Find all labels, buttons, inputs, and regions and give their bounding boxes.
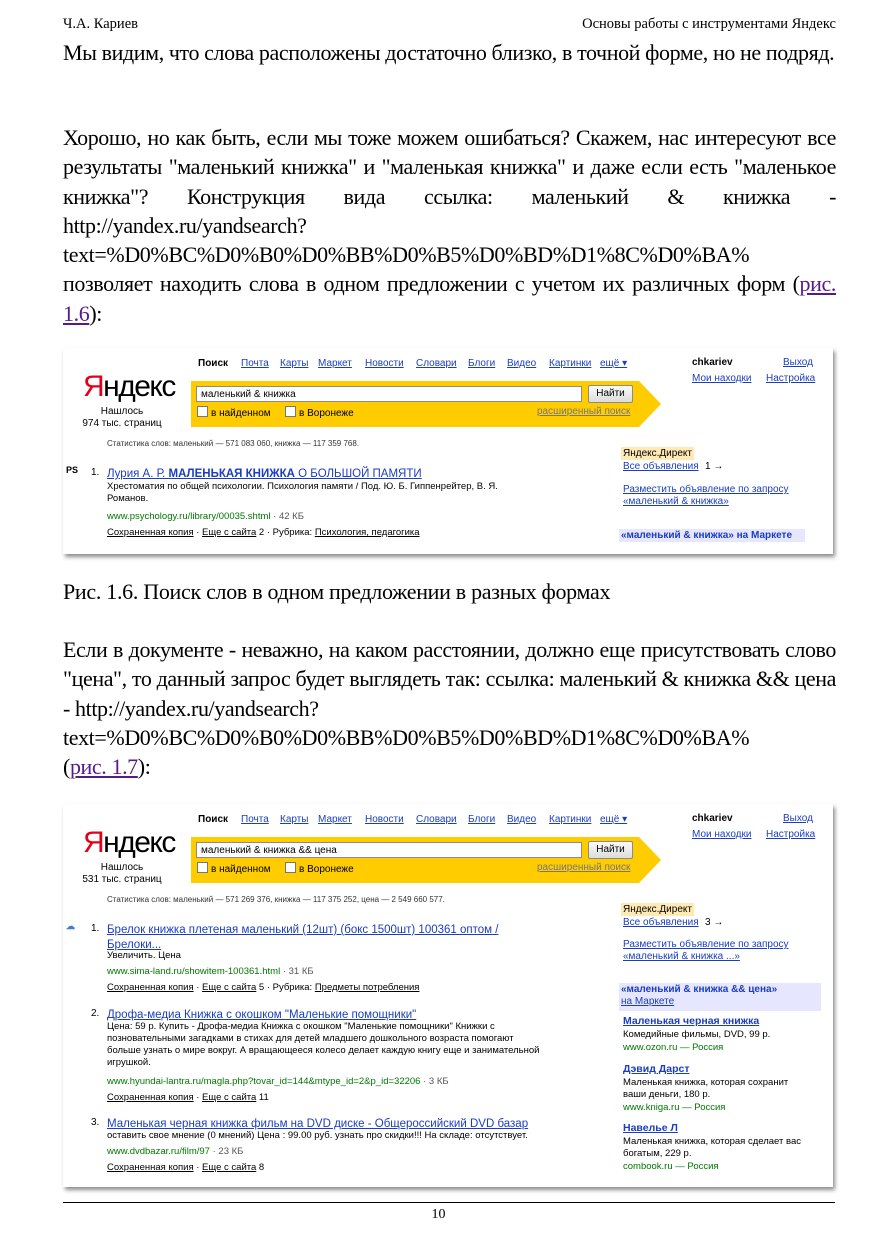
result-title-1[interactable]: Брелок книжка плетеная маленький (12шт) (бокс 1500шт) 100361 оптом / xyxy=(107,924,499,936)
result-url-1[interactable]: www.sima-land.ru/showitem-100361.html · 31 КБ xyxy=(107,966,314,977)
ad-url-3[interactable]: combook.ru — Россия xyxy=(623,1161,719,1172)
yandex-nav xyxy=(198,358,648,370)
yandex-logo-2[interactable]: Яндекс xyxy=(83,826,175,859)
paragraph-3: Если в документе - неважно, на каком расстоянии, должно еще присутствовать слово "цена", то данный запрос будет выглядеть так: ссылка: маленький & книжка && цена - http://yandex.ru/yandsearch? text=%D0%BC%D0%B0%D0%BB%D0%B5%D0%BD%D1%8C%D0%BA% (рис. 1.7): xyxy=(63,637,836,780)
settings-link-2[interactable]: Настройка xyxy=(766,829,816,840)
search-input[interactable]: маленький & книжка xyxy=(196,386,582,402)
result-snippet-1: Увеличить. Цена xyxy=(107,950,181,961)
header-author: Ч.А. Кариев xyxy=(63,16,138,32)
result-meta-2: Сохраненная копия · Еще с сайта 11 xyxy=(107,1092,269,1103)
nav-blogs[interactable]: Блоги xyxy=(468,358,496,369)
yandex-nav-2: Поиск Почта Карты Маркет Новости Словари Блоги Видео Картинки ещё ▾ xyxy=(198,814,628,825)
result-snippet: Хрестоматия по общей психологии. Психология памяти / Под. Ю. Б. Гиппенрейтер, В. Я. Романов. xyxy=(107,481,498,504)
checkbox-in-region-2[interactable]: в Воронеже xyxy=(285,862,354,875)
yandex-direct-label: Яндекс.Директ xyxy=(623,448,692,459)
paragraph-1: Мы видим, что слова расположены достаточно близко, в точной форме, но не подряд. xyxy=(63,40,835,65)
logout-link[interactable]: Выход xyxy=(783,357,813,368)
url-line: text=%D0%BC%D0%B0%D0%BB%D0%B5%D0%BD%D1%8C%D0%BA% xyxy=(63,242,750,268)
nav-maps[interactable]: Карты xyxy=(280,358,309,369)
nav-market[interactable]: Маркет xyxy=(318,358,352,369)
result-url-2[interactable]: www.hyundai-lantra.ru/magla.php?tovar_id=144&mtype_id=2&p_id=32206 · 3 КБ xyxy=(107,1076,449,1087)
page-number: 10 xyxy=(431,1207,446,1222)
page-header xyxy=(63,16,836,34)
yandex-logo[interactable]: Яндекс xyxy=(83,370,175,403)
nav-dictionaries[interactable]: Словари xyxy=(416,358,457,369)
ad-text-1: Комедийные фильмы, DVD, 99 р. xyxy=(623,1029,771,1040)
figure-caption: Рис. 1.6. Поиск слов в одном предложении в разных формах xyxy=(63,579,611,604)
result-snippet-3: оставить свое мнение (0 мнений) Цена : 99.00 руб. узнать про скидки!!! На складе: отсутствует. xyxy=(107,1130,528,1141)
footer-divider xyxy=(63,1202,835,1203)
search-input-2[interactable]: маленький & книжка && цена xyxy=(196,842,582,858)
word-stats-2: Статистика слов: маленький — 571 269 376, книжка — 117 375 252, цена — 2 549 660 577. xyxy=(107,895,445,904)
result-url[interactable]: www.psychology.ru/library/00035.shtml · 42 КБ xyxy=(107,511,304,522)
market-link-2[interactable]: «маленький & книжка && цена» на Маркете xyxy=(619,983,821,1011)
place-ad-link-2[interactable]: Разместить объявление по запросу xyxy=(623,939,789,950)
ad-url-1[interactable]: www.ozon.ru — Россия xyxy=(623,1042,724,1053)
rubric-link[interactable]: Психология, педагогика xyxy=(314,527,420,538)
checkbox-in-found[interactable]: в найденном xyxy=(197,406,271,419)
all-ads-link[interactable]: Все объявления xyxy=(623,461,699,472)
figure-link-1-6[interactable]: рис. 1.6 xyxy=(63,271,836,326)
settings-link[interactable]: Настройка xyxy=(766,373,816,384)
paragraph-2: Хорошо, но как быть, если мы тоже можем ошибаться? Скажем, нас интересуют все результаты "маленький книжка" и "маленькая книжка" и даже если есть "маленькое книжка"? Конструкция вида ссылка: маленький & книжка - http://yandex.ru/yandsearch? text=%D0%BC%D0%B0%D0%BB%D0%B5%D0%BD%D1%8C%D0%BA% позволяет находить слова в одном предложении с учетом их различных форм (рис. 1.6): xyxy=(63,125,836,326)
nav-news[interactable]: Новости xyxy=(365,358,404,369)
user-name: chkariev xyxy=(692,357,733,368)
nav-more[interactable]: ещё ▾ xyxy=(600,358,628,369)
ad-title-3[interactable]: Навелье Л xyxy=(623,1122,678,1134)
word-stats: Статистика слов: маленький — 571 083 060, книжка — 117 359 768. xyxy=(107,439,360,448)
place-ad-query[interactable]: «маленький & книжка» xyxy=(623,496,729,507)
advanced-search-link-2[interactable]: расширенный поиск xyxy=(537,862,631,873)
result-url-3[interactable]: www.dvdbazar.ru/film/97 · 23 КБ xyxy=(107,1146,244,1157)
found-count: Нашлось 974 тыс. страниц xyxy=(82,406,162,429)
more-from-site-link[interactable]: Еще с сайта xyxy=(202,527,257,538)
yandex-screenshot-2: Поиск Почта Карты Маркет Новости Словари Блоги Видео Картинки ещё ▾ chkariev Выход Мои находки Настройка Яндекс Нашлось 531 тыс. страниц маленький & книжка && цена Найти в найденном в Воронеже расширенный поиск Статистика слов: маленький — 571 269 376, книжка — 117 375 252, цена — 2 549 660 577. ☁ 1. Брелок книжка плетеная маленький (12шт) (бокс 1500шт) 100361 оптом / Брелоки... Увеличить. Цена www.sima-land.ru/showitem-100361.html · 31 КБ Сохраненная копия · Еще с сайта 5 · Рубрика: Предметы потребления 2. Дрофа-медиа Книжка с окошком "Маленькие помощники" Цена: 59 р. Купить - Дрофа-медиа Книжка с окошком "Маленькие помощники" Книжки с позновательными загадками в стихах для детей младшего дошкольного возраста помогают больше узнать о мире вокруг. А вращающееся колесо делает каждую книгу еще и занимательной игрушкой. www.hyundai-lantra.ru/magla.php?tovar_id=144&mtype_id=2&p_id=32206 · 3 КБ Сохраненная копия · Еще с сайта 11 3. Маленькая черная книжка фильм на DVD диске - Общероссийский DVD базар оставить свое мнение (0 мнений) Цена : 99.00 руб. узнать про скидки!!! На складе: отсутствует. www.dvdbazar.ru/film/97 · 23 КБ Сохраненная копия · Еще с сайта 8 Яндекс.Директ Все объявления 3 → Разместить объявление по запросу «маленький & книжка ...» «маленький & книжка && цена» на Маркете Маленькая черная книжка Комедийные фильмы, DVD, 99 р. www.ozon.ru — Россия Дэвид Дарст Маленькая книжка, которая сохранит ваши деньги, 180 р. www.kniga.ru — Россия Навелье Л Маленькая книжка, которая сделает вас богатым, 229 р. combook.ru — Россия xyxy=(63,804,833,1187)
yandex-screenshot-1: Поиск Почта Карты Маркет Новости Словари Блоги Видео Картинки ещё ▾ chkariev Выход Мои находки Настройка Яндекс Нашлось 974 тыс. страниц маленький & книжка Найти в найденном в Воронеже расширенный поиск Статистика слов: маленький — 571 083 060, книжка — 117 359 768. PS 1. Лурия А. Р. МАЛЕНЬКАЯ КНИЖКА О БОЛЬШОЙ ПАМЯТИ Хрестоматия по общей психологии. Психология памяти / Под. Ю. Б. Гиппенрейтер, В. Я. Романов. www.psychology.ru/library/00035.shtml · 42 КБ Сохраненная копия · Еще с сайта 2 · Рубрика: Психология, педагогика Яндекс.Директ Все объявления 1 → Разместить объявление по запросу «маленький & книжка» «маленький & книжка» на Маркете xyxy=(63,348,833,554)
site-favicon: PS xyxy=(66,465,79,475)
header-title: Основы работы с инструментами Яндекс xyxy=(582,16,836,32)
my-finds-link[interactable]: Мои находки xyxy=(692,373,752,384)
user-name-2: chkariev xyxy=(692,813,733,824)
search-button-2[interactable]: Найти xyxy=(588,841,633,859)
place-ad-link[interactable]: Разместить объявление по запросу xyxy=(623,484,789,495)
yandex-direct-label-2: Яндекс.Директ xyxy=(623,904,692,915)
result-meta: Сохраненная копия · Еще с сайта 2 · Рубрика: Психология, педагогика xyxy=(107,527,420,538)
found-count-2: Нашлось 531 тыс. страниц xyxy=(82,862,162,885)
result-snippet-2: Цена: 59 р. Купить - Дрофа-медиа Книжка с окошком "Маленькие помощники" Книжки с позновательными загадками в стихах для детей младшего дошкольного возраста помогают больше узнать о мире вокруг. А вращающееся колесо делает каждую книгу еще и занимательной игрушкой. xyxy=(107,1021,540,1068)
ad-text-3: Маленькая книжка, которая сделает вас богатым, 229 р. xyxy=(623,1136,801,1159)
market-link[interactable]: «маленький & книжка» на Маркете xyxy=(619,529,805,542)
nav-images[interactable]: Картинки xyxy=(549,358,592,369)
url-line-2: text=%D0%BC%D0%B0%D0%BB%D0%B5%D0%BD%D1%8C%D0%BA% xyxy=(63,724,750,750)
nav-video[interactable]: Видео xyxy=(507,358,537,369)
my-finds-link-2[interactable]: Мои находки xyxy=(692,829,752,840)
all-ads-link-2[interactable]: Все объявления xyxy=(623,917,699,928)
ad-text-2: Маленькая книжка, которая сохранит ваши деньги, 180 р. xyxy=(623,1077,789,1100)
figure-link-1-7[interactable]: рис. 1.7 xyxy=(69,754,138,780)
place-ad-query-2[interactable]: «маленький & книжка ...» xyxy=(623,951,740,962)
result-title-3[interactable]: Маленькая черная книжка фильм на DVD диске - Общероссийский DVD базар xyxy=(107,1118,529,1130)
result-title-1-cont[interactable]: Брелоки... xyxy=(107,939,162,951)
result-meta-3: Сохраненная копия · Еще с сайта 8 xyxy=(107,1162,265,1173)
ad-title-2[interactable]: Дэвид Дарст xyxy=(623,1063,690,1075)
result-title-2[interactable]: Дрофа-медиа Книжка с окошком "Маленькие помощники" xyxy=(107,1009,417,1021)
logout-link-2[interactable]: Выход xyxy=(783,813,813,824)
ad-url-2[interactable]: www.kniga.ru — Россия xyxy=(623,1102,726,1113)
result-meta-1: Сохраненная копия · Еще с сайта 5 · Рубрика: Предметы потребления xyxy=(107,982,420,993)
advanced-search-link[interactable]: расширенный поиск xyxy=(537,406,631,417)
search-button[interactable]: Найти xyxy=(588,385,633,403)
saved-copy-link[interactable]: Сохраненная копия xyxy=(107,527,194,538)
ad-title-1[interactable]: Маленькая черная книжка xyxy=(623,1015,760,1027)
nav-search[interactable]: Поиск xyxy=(198,358,229,369)
nav-mail[interactable]: Почта xyxy=(241,358,269,369)
sima-land-icon: ☁ xyxy=(66,921,75,931)
checkbox-in-region[interactable]: в Воронеже xyxy=(285,406,354,419)
result-title[interactable]: Лурия А. Р. МАЛЕНЬКАЯ КНИЖКА О БОЛЬШОЙ ПАМЯТИ xyxy=(107,468,422,480)
checkbox-in-found-2[interactable]: в найденном xyxy=(197,862,271,875)
